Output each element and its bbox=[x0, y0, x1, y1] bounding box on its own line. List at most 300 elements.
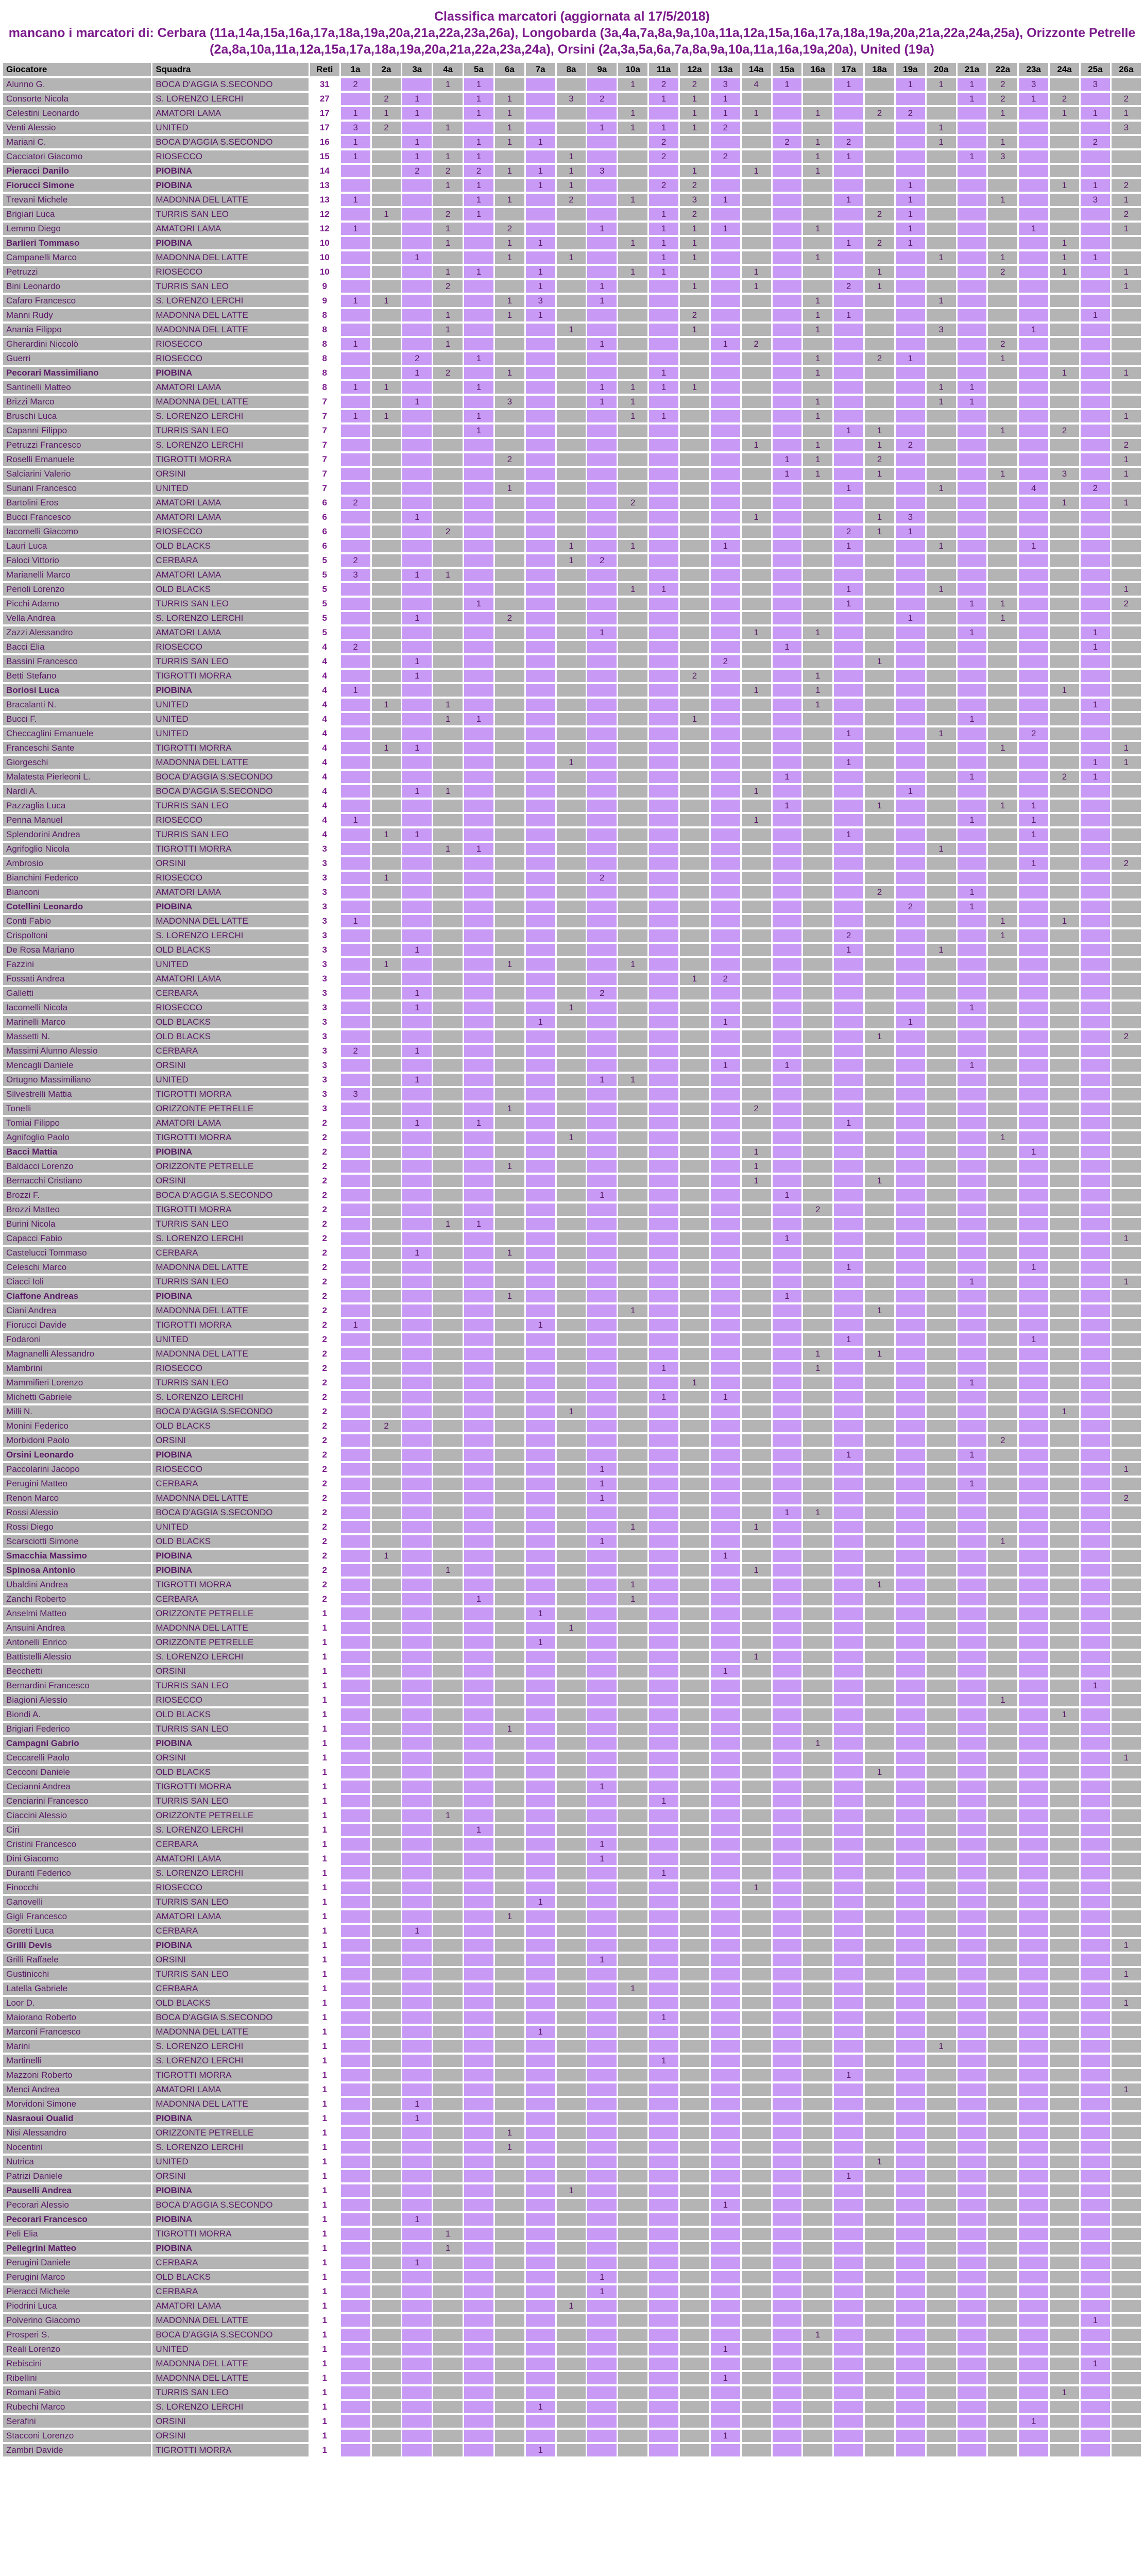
round-goals bbox=[649, 626, 678, 639]
round-goals bbox=[618, 1478, 647, 1490]
round-goals bbox=[742, 1737, 771, 1750]
round-goals bbox=[433, 1867, 463, 1879]
round-goals: 1 bbox=[341, 150, 370, 163]
header-round[interactable]: 20a bbox=[927, 63, 956, 76]
round-goals bbox=[587, 2372, 617, 2384]
team-name: MADONNA DEL LATTE bbox=[152, 194, 309, 206]
round-goals: 1 bbox=[711, 540, 740, 552]
round-goals bbox=[1050, 540, 1079, 552]
round-goals bbox=[1081, 2343, 1110, 2355]
round-goals bbox=[372, 2055, 401, 2067]
round-goals bbox=[372, 2285, 401, 2298]
round-goals bbox=[587, 468, 617, 480]
round-goals bbox=[773, 1117, 802, 1129]
round-goals: 1 bbox=[711, 194, 740, 206]
round-goals bbox=[526, 194, 555, 206]
round-goals: 1 bbox=[1081, 626, 1110, 639]
header-round[interactable]: 11a bbox=[649, 63, 678, 76]
round-goals bbox=[402, 814, 432, 826]
round-goals bbox=[433, 1348, 463, 1360]
round-goals: 1 bbox=[742, 626, 771, 639]
round-goals bbox=[958, 1506, 987, 1519]
round-goals bbox=[433, 93, 463, 105]
round-goals: 1 bbox=[402, 742, 432, 754]
round-goals bbox=[1019, 1809, 1048, 1822]
round-goals: 2 bbox=[711, 655, 740, 668]
total-goals: 1 bbox=[310, 1925, 339, 1937]
round-goals bbox=[402, 1449, 432, 1461]
round-goals bbox=[803, 2055, 832, 2067]
round-goals: 2 bbox=[495, 223, 524, 235]
round-goals bbox=[557, 1651, 586, 1663]
round-goals bbox=[896, 367, 925, 379]
round-goals bbox=[927, 497, 956, 509]
round-goals bbox=[988, 2112, 1017, 2125]
round-goals bbox=[711, 1002, 740, 1014]
round-goals: 1 bbox=[433, 2242, 463, 2255]
round-goals bbox=[618, 1853, 647, 1865]
round-goals bbox=[1081, 439, 1110, 451]
round-goals bbox=[433, 1824, 463, 1836]
round-goals bbox=[1112, 2199, 1141, 2211]
round-goals bbox=[803, 1131, 832, 1144]
header-round[interactable]: 2a bbox=[372, 63, 401, 76]
round-goals bbox=[587, 857, 617, 870]
round-goals bbox=[495, 1982, 524, 1995]
round-goals bbox=[341, 1002, 370, 1014]
round-goals bbox=[433, 1766, 463, 1778]
round-goals bbox=[587, 2401, 617, 2413]
table-row bbox=[3, 641, 1141, 653]
round-goals bbox=[958, 2112, 987, 2125]
round-goals bbox=[372, 929, 401, 942]
round-goals bbox=[402, 2372, 432, 2384]
header-round[interactable]: 14a bbox=[742, 63, 771, 76]
round-goals: 1 bbox=[618, 540, 647, 552]
round-goals bbox=[649, 2156, 678, 2168]
round-goals bbox=[803, 381, 832, 394]
round-goals bbox=[495, 742, 524, 754]
round-goals bbox=[803, 1579, 832, 1591]
round-goals bbox=[402, 338, 432, 350]
round-goals bbox=[495, 1824, 524, 1836]
round-goals bbox=[711, 1593, 740, 1605]
round-goals bbox=[742, 1925, 771, 1937]
round-goals bbox=[773, 2415, 802, 2428]
round-goals bbox=[742, 2040, 771, 2053]
header-round[interactable]: 3a bbox=[402, 63, 432, 76]
header-total[interactable]: Reti bbox=[310, 63, 339, 76]
round-goals: 1 bbox=[1112, 1463, 1141, 1476]
round-goals bbox=[557, 1809, 586, 1822]
round-goals bbox=[803, 1478, 832, 1490]
round-goals bbox=[649, 1954, 678, 1966]
team-name: CERBARA bbox=[152, 1593, 309, 1605]
round-goals bbox=[742, 1420, 771, 1432]
round-goals bbox=[742, 1391, 771, 1403]
round-goals bbox=[803, 1463, 832, 1476]
round-goals bbox=[865, 958, 894, 971]
round-goals bbox=[495, 1420, 524, 1432]
round-goals bbox=[526, 2083, 555, 2096]
round-goals bbox=[711, 2055, 740, 2067]
team-name: MADONNA DEL LATTE bbox=[152, 2314, 309, 2327]
round-goals bbox=[557, 1781, 586, 1793]
round-goals bbox=[495, 1391, 524, 1403]
round-goals: 1 bbox=[372, 295, 401, 307]
player-name: Polverino Giacomo bbox=[3, 2314, 151, 2327]
round-goals bbox=[402, 713, 432, 725]
round-goals bbox=[834, 1824, 863, 1836]
round-goals bbox=[649, 338, 678, 350]
round-goals bbox=[402, 1982, 432, 1995]
header-round[interactable]: 26a bbox=[1112, 63, 1141, 76]
table-row bbox=[3, 626, 1141, 639]
header-round[interactable]: 17a bbox=[834, 63, 863, 76]
round-goals: 1 bbox=[988, 107, 1017, 120]
header-round[interactable]: 19a bbox=[896, 63, 925, 76]
round-goals bbox=[433, 2112, 463, 2125]
round-goals: 1 bbox=[526, 2026, 555, 2038]
round-goals bbox=[495, 1074, 524, 1086]
header-round[interactable]: 6a bbox=[495, 63, 524, 76]
header-round[interactable]: 24a bbox=[1050, 63, 1079, 76]
header-round[interactable]: 16a bbox=[803, 63, 832, 76]
round-goals bbox=[834, 2213, 863, 2226]
header-round[interactable]: 12a bbox=[680, 63, 709, 76]
round-goals bbox=[1019, 122, 1048, 134]
total-goals: 31 bbox=[310, 78, 339, 91]
round-goals bbox=[649, 1304, 678, 1317]
round-goals bbox=[1112, 78, 1141, 91]
round-goals bbox=[1050, 1045, 1079, 1057]
round-goals bbox=[865, 2184, 894, 2197]
round-goals bbox=[865, 396, 894, 408]
round-goals: 1 bbox=[1112, 223, 1141, 235]
team-name: OLD BLACKS bbox=[152, 583, 309, 596]
round-goals bbox=[526, 1723, 555, 1735]
round-goals bbox=[896, 1261, 925, 1274]
round-goals: 2 bbox=[587, 93, 617, 105]
round-goals bbox=[1112, 1867, 1141, 1879]
round-goals: 2 bbox=[988, 266, 1017, 278]
header-round[interactable]: 7a bbox=[526, 63, 555, 76]
header-round[interactable]: 22a bbox=[988, 63, 1017, 76]
round-goals bbox=[896, 2026, 925, 2038]
round-goals bbox=[618, 2386, 647, 2399]
round-goals bbox=[402, 1175, 432, 1187]
round-goals bbox=[1019, 655, 1048, 668]
round-goals bbox=[803, 800, 832, 812]
round-goals bbox=[433, 1204, 463, 1216]
round-goals bbox=[988, 497, 1017, 509]
round-goals bbox=[1081, 1867, 1110, 1879]
round-goals bbox=[526, 1853, 555, 1865]
table-row bbox=[3, 1117, 1141, 1129]
round-goals bbox=[649, 1434, 678, 1447]
team-name: TURRIS SAN LEO bbox=[152, 828, 309, 841]
round-goals bbox=[464, 1131, 493, 1144]
round-goals bbox=[618, 1607, 647, 1620]
team-name: MADONNA DEL LATTE bbox=[152, 2026, 309, 2038]
round-goals bbox=[773, 2112, 802, 2125]
round-goals bbox=[803, 1550, 832, 1562]
header-player[interactable]: Giocatore bbox=[3, 63, 151, 76]
round-goals bbox=[372, 2213, 401, 2226]
team-name: AMATORI LAMA bbox=[152, 497, 309, 509]
round-goals bbox=[803, 1304, 832, 1317]
round-goals bbox=[649, 1117, 678, 1129]
team-name: BOCA D'AGGIA S.SECONDO bbox=[152, 2329, 309, 2341]
round-goals bbox=[1019, 742, 1048, 754]
total-goals: 2 bbox=[310, 1247, 339, 1259]
round-goals bbox=[742, 1535, 771, 1548]
header-round[interactable]: 18a bbox=[865, 63, 894, 76]
round-goals bbox=[464, 1708, 493, 1721]
round-goals bbox=[803, 78, 832, 91]
round-goals bbox=[1019, 194, 1048, 206]
round-goals bbox=[742, 2098, 771, 2110]
round-goals bbox=[464, 1189, 493, 1201]
round-goals bbox=[865, 1636, 894, 1649]
round-goals bbox=[1081, 208, 1110, 221]
round-goals bbox=[988, 1117, 1017, 1129]
round-goals bbox=[341, 1290, 370, 1302]
header-round[interactable]: 21a bbox=[958, 63, 987, 76]
round-goals bbox=[526, 1766, 555, 1778]
round-goals bbox=[618, 2372, 647, 2384]
round-goals bbox=[1081, 1333, 1110, 1346]
round-goals bbox=[927, 1175, 956, 1187]
round-goals bbox=[803, 569, 832, 581]
total-goals: 3 bbox=[310, 973, 339, 985]
round-goals bbox=[1112, 381, 1141, 394]
round-goals bbox=[803, 641, 832, 653]
round-goals bbox=[834, 1867, 863, 1879]
round-goals bbox=[341, 1795, 370, 1807]
round-goals: 1 bbox=[372, 958, 401, 971]
round-goals bbox=[495, 1348, 524, 1360]
round-goals bbox=[865, 699, 894, 711]
round-goals: 1 bbox=[526, 266, 555, 278]
round-goals bbox=[865, 540, 894, 552]
round-goals bbox=[649, 569, 678, 581]
round-goals bbox=[1081, 1579, 1110, 1591]
header-round[interactable]: 15a bbox=[773, 63, 802, 76]
round-goals bbox=[587, 251, 617, 264]
round-goals bbox=[958, 2343, 987, 2355]
round-goals bbox=[1050, 2213, 1079, 2226]
player-name: Massimi Alunno Alessio bbox=[3, 1045, 151, 1057]
round-goals bbox=[649, 1752, 678, 1764]
round-goals bbox=[927, 338, 956, 350]
round-goals bbox=[526, 843, 555, 855]
round-goals bbox=[958, 1752, 987, 1764]
round-goals bbox=[742, 886, 771, 899]
round-goals: 1 bbox=[1050, 497, 1079, 509]
table-row bbox=[3, 1636, 1141, 1649]
team-name: TIGROTTI MORRA bbox=[152, 1088, 309, 1100]
round-goals bbox=[1050, 2011, 1079, 2024]
table-row bbox=[3, 410, 1141, 422]
round-goals bbox=[341, 1809, 370, 1822]
round-goals bbox=[680, 1882, 709, 1894]
round-goals bbox=[464, 1737, 493, 1750]
round-goals bbox=[526, 1867, 555, 1879]
round-goals bbox=[927, 2069, 956, 2081]
header-round[interactable]: 25a bbox=[1081, 63, 1110, 76]
round-goals bbox=[1050, 2184, 1079, 2197]
round-goals bbox=[402, 1809, 432, 1822]
round-goals bbox=[341, 655, 370, 668]
round-goals bbox=[649, 1521, 678, 1533]
round-goals bbox=[1050, 1319, 1079, 1331]
round-goals bbox=[773, 655, 802, 668]
round-goals bbox=[341, 2011, 370, 2024]
round-goals bbox=[1081, 886, 1110, 899]
team-name: PIOBINA bbox=[152, 165, 309, 177]
round-goals: 1 bbox=[742, 107, 771, 120]
round-goals bbox=[402, 1160, 432, 1173]
round-goals bbox=[341, 670, 370, 682]
round-goals bbox=[372, 2199, 401, 2211]
round-goals bbox=[1019, 136, 1048, 148]
round-goals: 1 bbox=[1081, 2358, 1110, 2370]
round-goals bbox=[742, 1189, 771, 1201]
round-goals bbox=[1050, 2040, 1079, 2053]
round-goals bbox=[402, 280, 432, 293]
header-round[interactable]: 5a bbox=[464, 63, 493, 76]
round-goals bbox=[433, 2430, 463, 2442]
round-goals: 2 bbox=[433, 280, 463, 293]
header-team[interactable]: Squadra bbox=[152, 63, 309, 76]
team-name: BOCA D'AGGIA S.SECONDO bbox=[152, 785, 309, 798]
round-goals bbox=[1112, 2098, 1141, 2110]
round-goals bbox=[773, 2069, 802, 2081]
player-name: Picchi Adamo bbox=[3, 598, 151, 610]
round-goals bbox=[988, 1276, 1017, 1288]
round-goals bbox=[557, 583, 586, 596]
round-goals: 3 bbox=[1112, 122, 1141, 134]
round-goals: 1 bbox=[803, 324, 832, 336]
table-row bbox=[3, 2386, 1141, 2399]
round-goals bbox=[1019, 973, 1048, 985]
round-goals bbox=[711, 2213, 740, 2226]
round-goals bbox=[526, 1304, 555, 1317]
round-goals: 1 bbox=[495, 1160, 524, 1173]
round-goals bbox=[711, 1420, 740, 1432]
total-goals: 1 bbox=[310, 2112, 339, 2125]
header-round[interactable]: 13a bbox=[711, 63, 740, 76]
round-goals bbox=[896, 958, 925, 971]
round-goals bbox=[433, 2386, 463, 2399]
round-goals bbox=[958, 1896, 987, 1908]
round-goals: 1 bbox=[433, 150, 463, 163]
round-goals bbox=[927, 828, 956, 841]
round-goals bbox=[742, 583, 771, 596]
round-goals: 1 bbox=[865, 1766, 894, 1778]
round-goals bbox=[742, 1694, 771, 1706]
player-name: Piodrini Luca bbox=[3, 2300, 151, 2312]
round-goals bbox=[896, 468, 925, 480]
round-goals bbox=[1019, 713, 1048, 725]
round-goals bbox=[958, 439, 987, 451]
round-goals bbox=[1112, 150, 1141, 163]
round-goals bbox=[865, 2170, 894, 2182]
round-goals bbox=[372, 1882, 401, 1894]
round-goals bbox=[464, 684, 493, 697]
round-goals bbox=[402, 1954, 432, 1966]
round-goals bbox=[896, 1146, 925, 1158]
round-goals bbox=[587, 2386, 617, 2399]
total-goals: 1 bbox=[310, 2040, 339, 2053]
round-goals bbox=[680, 1954, 709, 1966]
round-goals bbox=[1081, 670, 1110, 682]
round-goals: 1 bbox=[711, 107, 740, 120]
round-goals bbox=[1050, 727, 1079, 740]
round-goals bbox=[865, 814, 894, 826]
player-name: Magnanelli Alessandro bbox=[3, 1348, 151, 1360]
round-goals bbox=[649, 352, 678, 365]
round-goals bbox=[896, 2055, 925, 2067]
round-goals bbox=[865, 1694, 894, 1706]
round-goals bbox=[773, 1377, 802, 1389]
round-goals bbox=[464, 1391, 493, 1403]
header-round[interactable]: 10a bbox=[618, 63, 647, 76]
round-goals bbox=[495, 1781, 524, 1793]
round-goals bbox=[464, 482, 493, 495]
round-goals bbox=[372, 2170, 401, 2182]
round-goals bbox=[1112, 843, 1141, 855]
round-goals bbox=[988, 2184, 1017, 2197]
round-goals bbox=[927, 150, 956, 163]
round-goals: 1 bbox=[680, 107, 709, 120]
header-round[interactable]: 9a bbox=[587, 63, 617, 76]
round-goals: 1 bbox=[495, 1103, 524, 1115]
round-goals bbox=[526, 150, 555, 163]
round-goals bbox=[1112, 1478, 1141, 1490]
header-round[interactable]: 1a bbox=[341, 63, 370, 76]
round-goals bbox=[618, 598, 647, 610]
round-goals bbox=[557, 929, 586, 942]
round-goals bbox=[834, 2386, 863, 2399]
round-goals bbox=[1019, 2040, 1048, 2053]
header-round[interactable]: 8a bbox=[557, 63, 586, 76]
round-goals bbox=[927, 194, 956, 206]
round-goals bbox=[433, 915, 463, 927]
round-goals bbox=[587, 1290, 617, 1302]
round-goals: 2 bbox=[1112, 208, 1141, 221]
round-goals bbox=[372, 2271, 401, 2283]
round-goals bbox=[927, 1218, 956, 1230]
header-round[interactable]: 4a bbox=[433, 63, 463, 76]
round-goals bbox=[372, 266, 401, 278]
round-goals bbox=[865, 1362, 894, 1375]
round-goals bbox=[433, 583, 463, 596]
round-goals bbox=[618, 2184, 647, 2197]
header-round[interactable]: 23a bbox=[1019, 63, 1048, 76]
round-goals bbox=[1081, 396, 1110, 408]
round-goals bbox=[896, 2069, 925, 2081]
round-goals bbox=[1019, 1593, 1048, 1605]
round-goals bbox=[402, 2386, 432, 2399]
table-row bbox=[3, 2083, 1141, 2096]
round-goals bbox=[1050, 1175, 1079, 1187]
player-name: Pauselli Andrea bbox=[3, 2184, 151, 2197]
total-goals: 4 bbox=[310, 756, 339, 769]
round-goals bbox=[1081, 280, 1110, 293]
round-goals: 1 bbox=[1081, 309, 1110, 321]
